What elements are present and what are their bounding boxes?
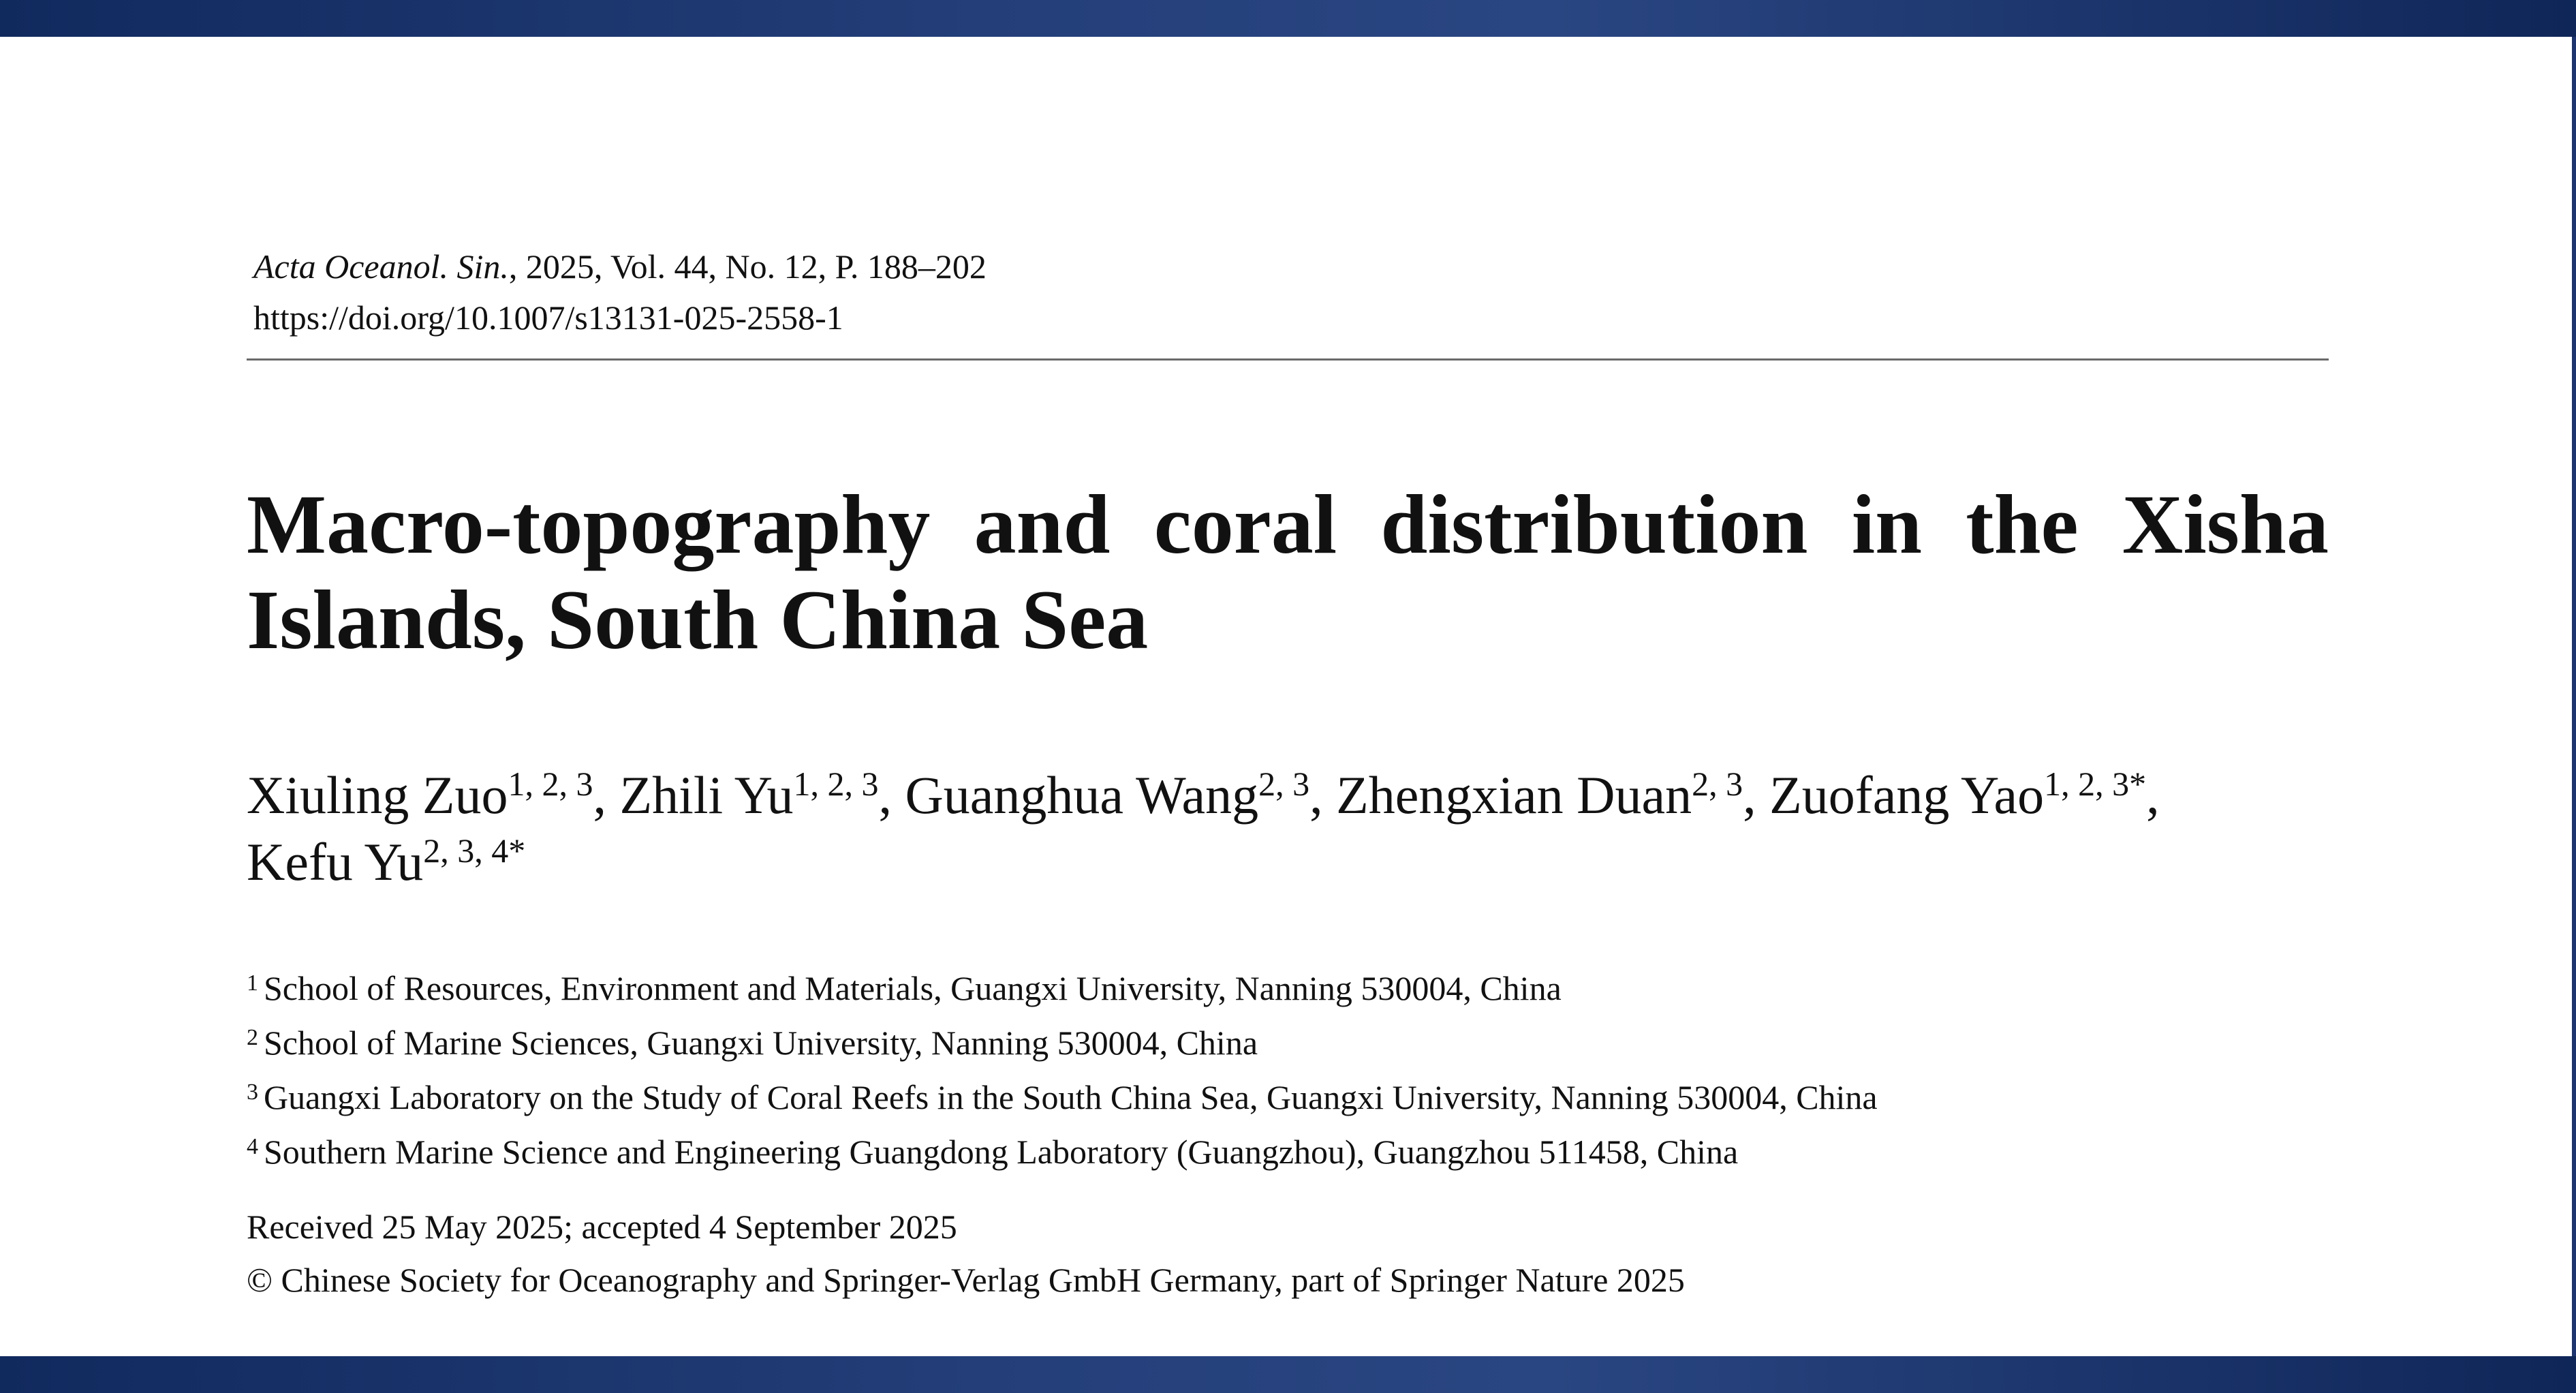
author-entry xyxy=(620,765,905,825)
author-affiliation-marks: 1, 2, 3 xyxy=(793,765,879,803)
author-entry xyxy=(905,765,1336,825)
affiliation-text: School of Resources, Environment and Materials, Guangxi University, Nanning 530004, China xyxy=(264,969,1562,1007)
right-edge-border xyxy=(2572,37,2576,1356)
affiliation-number: 2 xyxy=(247,1025,258,1050)
received-accepted-dates: Received 25 May 2025; accepted 4 September 2025 xyxy=(247,1208,957,1246)
journal-name: Acta Oceanol. Sin. xyxy=(253,247,509,286)
author-affiliation-marks: 2, 3, 4* xyxy=(423,831,526,870)
author-name: Zuofang Yao xyxy=(1769,765,2045,825)
author-separator: , xyxy=(2146,765,2160,825)
bottom-decorative-band xyxy=(0,1356,2576,1393)
author-affiliation-marks: 1, 2, 3 xyxy=(508,765,593,803)
author-affiliation-marks: 1, 2, 3* xyxy=(2044,765,2147,803)
author-separator: , xyxy=(878,765,905,825)
author-entry xyxy=(1336,765,1769,825)
author-list xyxy=(247,762,2329,895)
author-affiliation-marks: 2, 3 xyxy=(1258,765,1310,803)
doi-link[interactable]: https://doi.org/10.1007/s13131-025-2558-1 xyxy=(253,298,843,337)
author-separator: , xyxy=(593,765,620,825)
affiliation-number: 1 xyxy=(247,970,258,996)
author-entry xyxy=(1769,765,2160,825)
author-entry xyxy=(247,765,620,825)
affiliation-text: Southern Marine Science and Engineering Guangdong Laboratory (Guangzhou), Guangzhou 511458, China xyxy=(264,1133,1739,1171)
paper-title: Macro-topography and coral distribution in the Xisha Islands, South China Sea xyxy=(247,478,2329,667)
affiliation-item xyxy=(247,1124,2329,1179)
affiliation-item xyxy=(247,961,2329,1015)
affiliation-text: School of Marine Sciences, Guangxi University, Nanning 530004, China xyxy=(264,1024,1258,1062)
affiliation-number: 4 xyxy=(247,1134,258,1159)
affiliation-list xyxy=(247,961,2329,1179)
author-separator: , xyxy=(1309,765,1337,825)
author-separator: , xyxy=(1743,765,1770,825)
top-decorative-band xyxy=(0,0,2576,37)
author-name: Zhengxian Duan xyxy=(1336,765,1692,825)
affiliation-text: Guangxi Laboratory on the Study of Coral Reefs in the South China Sea, Guangxi University, Nanning 530004, China xyxy=(264,1078,1878,1116)
author-name: Guanghua Wang xyxy=(905,765,1259,825)
author-name: Xiuling Zuo xyxy=(247,765,508,825)
journal-citation xyxy=(253,242,987,291)
author-name: Kefu Yu xyxy=(247,832,424,891)
author-entry xyxy=(247,832,525,891)
header-divider xyxy=(247,358,2329,361)
author-name: Zhili Yu xyxy=(619,765,794,825)
copyright-notice: © Chinese Society for Oceanography and Springer-Verlag GmbH Germany, part of Springer Nature 2025 xyxy=(247,1261,1685,1299)
affiliation-number: 3 xyxy=(247,1080,258,1105)
affiliation-item xyxy=(247,1015,2329,1070)
citation-details: , 2025, Vol. 44, No. 12, P. 188–202 xyxy=(508,247,987,286)
affiliation-item xyxy=(247,1070,2329,1124)
author-affiliation-marks: 2, 3 xyxy=(1692,765,1743,803)
